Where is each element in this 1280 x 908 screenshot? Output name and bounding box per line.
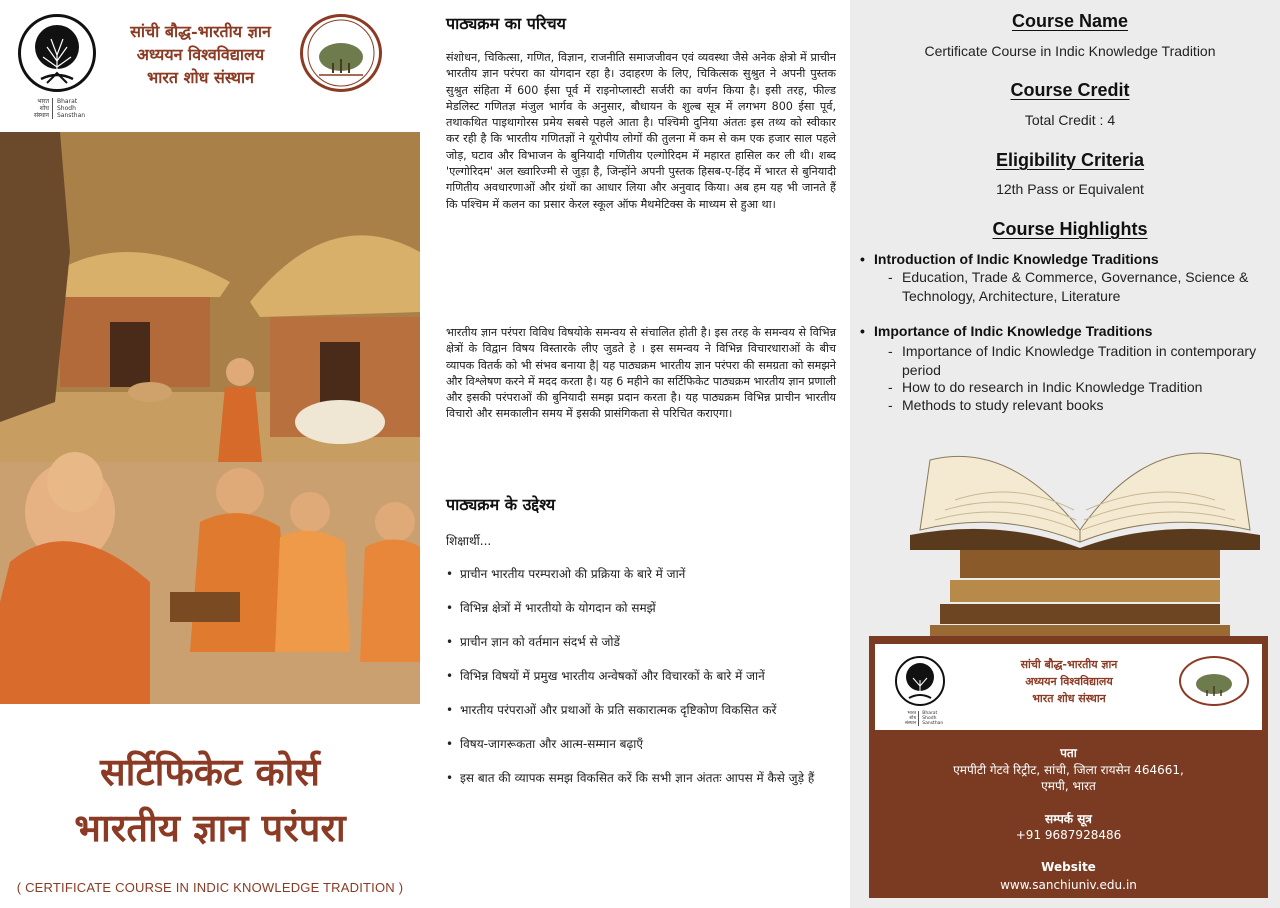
highlight-1-item: - Education, Trade & Commerce, Governance, Science & Technology, Architecture, Literature xyxy=(888,268,1273,305)
highlight-2-title: • Importance of Indic Knowledge Traditions xyxy=(874,323,1152,339)
caption-small-hindi-2: शोध xyxy=(909,716,917,721)
address-line1: एमपीटी गेटवे रिट्रीट, सांची, जिला रायसेन 464661, xyxy=(953,763,1184,777)
sanchi-university-seal xyxy=(300,14,382,92)
caption-small-hindi-3: संस्थान xyxy=(905,721,917,726)
intro-heading: पाठ्यक्रम का परिचय xyxy=(446,14,566,33)
contact-block xyxy=(869,636,1268,898)
objective-item: • प्राचीन ज्ञान को वर्तमान संदर्भ से जोडें xyxy=(446,634,838,651)
contact-university-title xyxy=(989,656,1149,707)
objective-item: • प्राचीन भारतीय परम्पराओ की प्रक्रिया के बारे में जानें xyxy=(446,566,838,583)
objective-item: • भारतीय परंपराओं और प्रथाओं के प्रति सकारात्मक दृष्टिकोण विकसित करें xyxy=(446,702,838,719)
caption-small-hindi-1: भारत xyxy=(907,711,917,716)
caption-hindi-2: शोध xyxy=(39,105,49,112)
bharat-shodh-sansthan-caption-small xyxy=(905,711,943,726)
caption-small-english-3: Sansthan xyxy=(922,721,944,726)
course-credit-heading: Course Credit xyxy=(1010,80,1130,100)
address-line2: एमपी, भारत xyxy=(1041,779,1096,793)
middle-panel xyxy=(428,0,848,908)
highlight-1-title: • Introduction of Indic Knowledge Traditions xyxy=(874,251,1159,267)
objectives-list xyxy=(446,566,838,804)
bharat-shodh-tree-logo-small xyxy=(895,656,945,706)
university-title-line2: अध्ययन विश्वविद्यालय xyxy=(136,45,265,64)
caption-small-english-2: Shodh xyxy=(922,716,937,721)
course-credit-value: Total Credit : 4 xyxy=(1024,112,1116,128)
intro-paragraph-2: भारतीय ज्ञान परंपरा विविध विषयोके समन्वय से संचालित होती है। इस तरह के समन्वय से विभिन्न क्षेत्रों के विद्वान विषय विस्तारके लीए जुडते हे । इस समन्वय ने विभिन्न विचारधाराओं के बीच व्यापक वितर्क को भी संभव बनाया है| यह पाठ्यक्रम भारतीय ज्ञान परंपरा की समग्रता को समझने और विश्लेषण करने में मदद करता है। यह 6 महीने का सर्टिफिकेट पाठ्यक्रम भारतीय ज्ञान प्रणाली और इसकी परंपराओं की बुनियादी समझ प्रदान करता है। यह पाठ्यक्रम विभिन्न प्राचीन भारतीय विचारो और समकालीन समय में इसकी प्रासंगिकता से परिचित कराएगा। xyxy=(446,326,836,421)
eligibility-heading: Eligibility Criteria xyxy=(995,150,1145,170)
bharat-shodh-tree-logo xyxy=(18,14,96,92)
phone-label: सम्पर्क सूत्र xyxy=(1045,812,1092,826)
caption-english-3: Sansthan xyxy=(57,112,86,119)
left-panel xyxy=(0,0,420,908)
contact-logo-strip xyxy=(875,644,1262,730)
course-title xyxy=(0,744,420,856)
highlight-2-item: - Methods to study relevant books xyxy=(888,396,1273,415)
course-name-heading: Course Name xyxy=(1011,11,1129,31)
university-title-line1: सांची बौद्ध-भारतीय ज्ञान xyxy=(130,22,271,41)
website-label: Website xyxy=(1041,860,1096,874)
header-logos xyxy=(0,0,420,128)
objectives-lead: शिक्षार्थी... xyxy=(446,534,492,548)
highlights-heading: Course Highlights xyxy=(992,219,1148,239)
caption-english-2: Shodh xyxy=(57,105,76,112)
highlight-2-item: - How to do research in Indic Knowledge Tradition xyxy=(888,378,1273,397)
highlight-2-item: - Importance of Indic Knowledge Tradition in contemporary period xyxy=(888,342,1273,379)
caption-small-english-1: Bharat xyxy=(922,711,938,716)
caption-hindi-3: संस्थान xyxy=(34,112,49,119)
objective-item: • विभिन्न विषयों में प्रमुख भारतीय अन्वेषकों और विचारकों के बारे में जानें xyxy=(446,668,838,685)
gurukul-painting xyxy=(0,132,420,704)
contact-university-title-line1: सांची बौद्ध-भारतीय ज्ञान xyxy=(1020,658,1118,671)
course-title-line1: सर्टिफिकेट कोर्स xyxy=(99,749,321,794)
sanchi-university-seal-small xyxy=(1179,656,1249,706)
objectives-heading: पाठ्यक्रम के उद्देश्य xyxy=(446,495,556,514)
objective-item: • इस बात की व्यापक समझ विकसित करें कि सभी ज्ञान अंततः आपस में कैसे जुड़े हैं xyxy=(446,770,838,787)
open-book-illustration xyxy=(890,420,1270,642)
objective-item: • विभिन्न क्षेत्रों में भारतीयो के योगदान को समझें xyxy=(446,600,838,617)
course-subtitle: ( CERTIFICATE COURSE IN INDIC KNOWLEDGE TRADITION ) xyxy=(16,880,404,895)
contact-university-title-line2: अध्ययन विश्वविद्यालय xyxy=(1025,675,1113,688)
objective-item: • विषय-जागरूकता और आत्म-सम्मान बढ़ाएँ xyxy=(446,736,838,753)
caption-hindi-1: भारत xyxy=(37,98,49,105)
course-title-line2: भारतीय ज्ञान परंपरा xyxy=(74,805,346,850)
eligibility-value: 12th Pass or Equivalent xyxy=(996,181,1144,197)
address-label: पता xyxy=(1060,746,1077,760)
university-title xyxy=(108,20,293,89)
caption-english-1: Bharat xyxy=(57,98,78,105)
bharat-shodh-sansthan-caption xyxy=(34,98,85,119)
phone-number[interactable]: +91 9687928486 xyxy=(1015,828,1122,842)
intro-paragraph-1: संशोधन, चिकित्सा, गणित, विज्ञान, राजनीति समाजजीवन एवं व्यवस्था जैसे अनेक क्षेत्रो में प्राचीन भारतीय ज्ञान परंपरा का योगदान रहा है। उदाहरण के लिए, चिकित्सक सुश्रुत ने अपनी पुस्तक सुश्रुत संहिता में 600 ईसा पूर्व में राइनोप्लास्टी सर्जरी का वर्णन किया है। इसी तरह, फील्ड मेडलिस्ट गणितज्ञ मंजुल भार्गव के अनुसार, बौधायन के शुल्ब सूत्र में लगभग 800 ईसा पूर्व, तथाकथित पाइथागोरस प्रमेय सबसे पहले आता है। पश्चिमी दुनिया अंततः इस तथ्य को स्वीकार कर रही है कि भारतीय गणितज्ञों ने यूरोपीय लोगों की तुलना में कम से कम एक हजार साल पहले जोड़, घटाव और विभाजन के बुनियादी गणितीय एल्गोरिदम में महारत हासिल कर ली थी। शब्द 'एल्गोरिदम' अल ख्वारिज्मी से जुड़ा है, जिन्होंने अपनी पुस्तक हिसब-ए-हिंद में भारत से बुनियादी गणितीय अवधारणाओं और ग्रंथों का आधार लिया और अनुवाद किया। अब हम यह भी जानते हैं कि पश्चिम में कलन का प्रसार केरल स्कूल ऑफ मैथमेटिक्स के माध्यम से हुआ था। xyxy=(446,51,836,211)
contact-university-title-line3: भारत शोध संस्थान xyxy=(1032,692,1106,705)
course-name-value: Certificate Course in Indic Knowledge Tradition xyxy=(924,43,1216,59)
university-title-line3: भारत शोध संस्थान xyxy=(146,68,255,87)
website-link[interactable]: www.sanchiuniv.edu.in xyxy=(1000,878,1137,892)
